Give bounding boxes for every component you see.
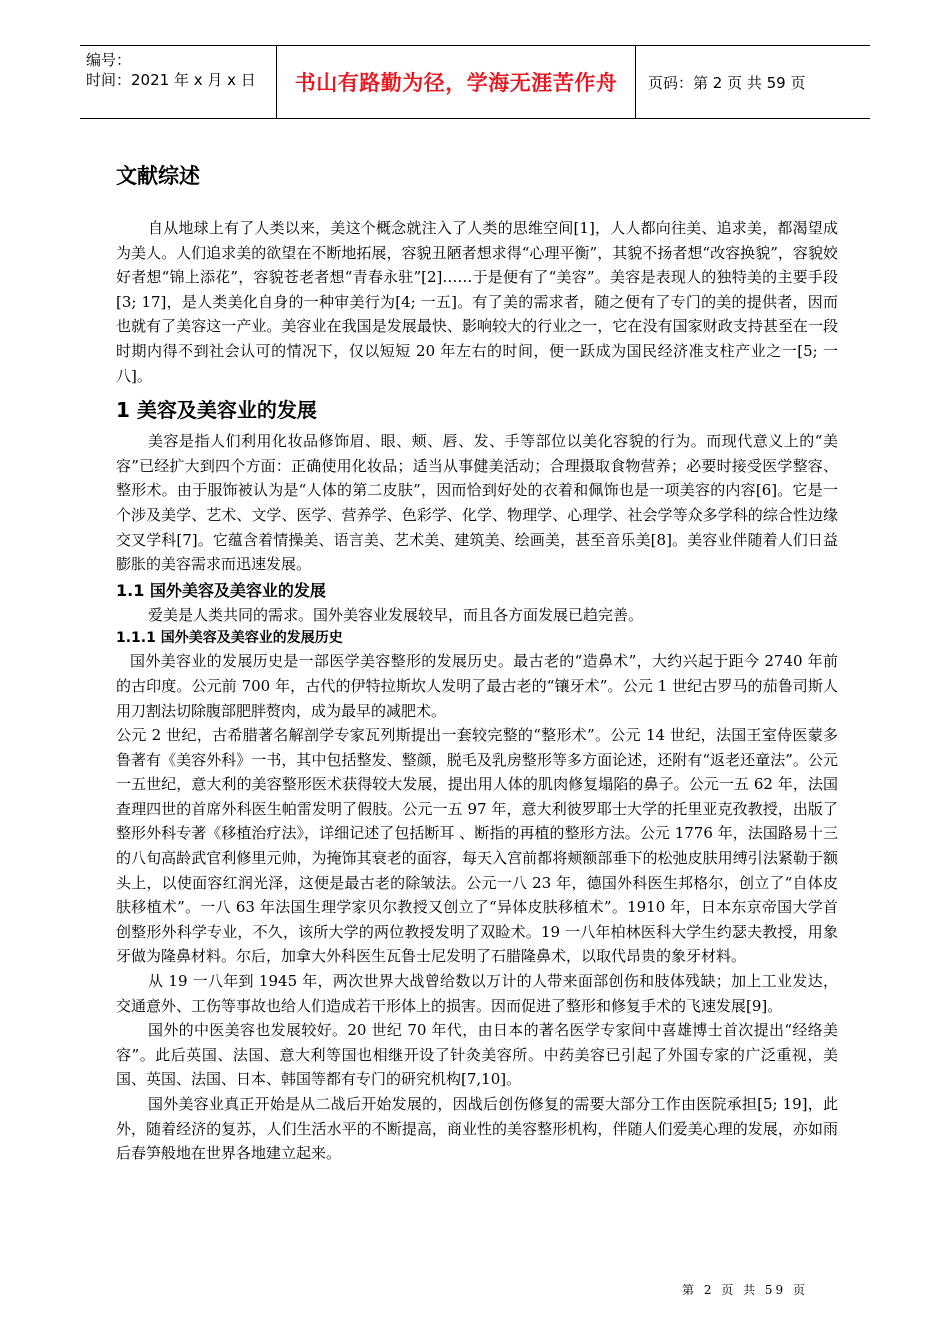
history-paragraph-3: 从 19 一八年到 1945 年，两次世界大战曾给数以万计的人带来面部创伤和肢体残缺；加上工业发达，交通意外、工伤等事故也给人们造成若干形体上的损害。因而促进了整形和修复手术的飞速发展[9]。 [116,972,838,1015]
history-paragraph-5: 国外美容业真正开始是从二战后开始发展的，因战后创伤修复的需要大部分工作由医院承担[5; 19]，此外，随着经济的复苏，人们生活水平的不断提高，商业性的美容整形机构，伴随人们爱美心理的发展，亦如雨后春笋般地在世界各地建立起来。 [116,1095,838,1163]
doc-number-label: 编号： [86,51,132,69]
history-paragraph-1: 国外美容业的发展历史是一部医学美容整形的发展历史。最古老的“造鼻术”，大约兴起于距今 2740 年前的古印度。公元前 700 年，古代的伊特拉斯坎人发明了最古老的“镶牙术”。公元 1 世纪古罗马的茄鲁司斯人用刀割法切除腹部肥胖赘肉，成为最早的减肥术。 [116,652,838,720]
header-meta [80,46,276,118]
intro-paragraph: 自从地球上有了人类以来，美这个概念就注入了人类的思维空间[1]，人人都向往美、追求美，都渴望成为美人。人们追求美的欲望在不断地拓展，容貌丑陋者想求得“心理平衡”，其貌不扬者想“改容换貌”，容貌姣好者想“锦上添花”，容貌苍老者想“青春永驻”[2]……于是便有了“美容”。美容是表现人的独特美的主要手段[3; 17]，是人类美化自身的一种审美行为[4; 一五]。有了美的需求者，随之便有了专门的美的提供者，因而也就有了美容这一产业。美容业在我国是发展最快、影响较大的行业之一，它在没有国家财政支持甚至在一段时期内得不到社会认可的情况下，仅以短短 20 年左右的时间，便一跃成为国民经济准支柱产业之一[5; 一八]。 [116,219,838,385]
history-paragraph-4: 国外的中医美容也发展较好。20 世纪 70 年代，由日本的著名医学专家间中喜雄博士首次提出“经络美容”。此后英国、法国、意大利等国也相继开设了针灸美容所。中药美容已引起了外国专家的广泛重视，美国、英国、法国、日本、韩国等都有专门的研究机构[7,10]。 [116,1021,838,1089]
header-page-info: 页码：第 2 页 共 59 页 [648,73,806,92]
section-1-heading: 1 美容及美容业的发展 [116,398,317,423]
footer-page-number: 第 2 页 共 59 页 [682,1283,808,1297]
section-1-paragraph: 美容是指人们利用化妆品修饰眉、眼、颊、唇、发、手等部位以美化容貌的行为。而现代意义上的“美容”已经扩大到四个方面：正确使用化妆品；适当从事健美活动；合理摄取食物营养；必要时接受医学整容、整形术。由于服饰被认为是“人体的第二皮肤”，因而恰到好处的衣着和佩饰也是一项美容的内容[6]。它是一个涉及美学、艺术、文学、医学、营养学、色彩学、化学、物理学、心理学、社会学等众多学科的综合性边缘交叉学科[7]。它蕴含着情操美、语言美、艺术美、建筑美、绘画美，甚至音乐美[8]。美容业伴随着人们日益膨胀的美容需求而迅速发展。 [116,432,838,574]
doc-title: 文献综述 [116,164,200,188]
document-body [116,150,838,1166]
history-paragraph-2: 公元 2 世纪，古希腊著名解剖学专家瓦列斯提出一套较完整的“整形术”。公元 14 世纪，法国王室侍医蒙多鲁著有《美容外科》一书，其中包括整发、整颜，脱毛及乳房整形等多方面论述，还附有“返老还童法”。公元一五世纪，意大利的美容整形医术获得较大发展，提出用人体的肌肉修复塌陷的鼻子。公元一五 62 年，法国查理四世的首席外科医生帕雷发明了假肢。公元一五 97 年，意大利彼罗耶士大学的托里亚克孜教授，出版了整形外科专著《移植治疗法》，详细记述了包括断耳 、断指的再植的整形方法。公元 1776 年，法国路易十三的八旬高龄武官利修里元帅，为掩饰其衰老的面容，每天入宫前都将颊额部垂下的松弛皮肤用缚引法紧勒于额头上，以使面容红润光泽，这便是最古老的除皱法。公元一八 23 年，德国外科医生邦格尔，创立了“自体皮肤移植术”。一八 63 年法国生理学家贝尔教授又创立了“异体皮肤移植术”。1910 年，日本东京帝国大学首创整形外科学专业，不久，该所大学的两位教授发明了双睑术。19 一八年柏林医科大学生约瑟夫教授，用象牙做为隆鼻材料。尔后，加拿大外科医生瓦鲁士尼发明了石腊隆鼻术，以取代昂贵的象牙材料。 [116,726,838,966]
section-1-1-paragraph: 爱美是人类共同的需求。国外美容业发展较早，而且各方面发展已趋完善。 [148,605,644,624]
page-header [80,45,870,119]
doc-time-label: 时间：2021 年 x 月 x 日 [86,71,256,89]
header-motto: 书山有路勤为径，学海无涯苦作舟 [276,46,636,118]
section-1-1-1-heading: 1.1.1 国外美容及美容业的发展历史 [116,630,343,647]
page-footer [0,1281,950,1298]
section-1-1-heading: 1.1 国外美容及美容业的发展 [116,580,326,600]
